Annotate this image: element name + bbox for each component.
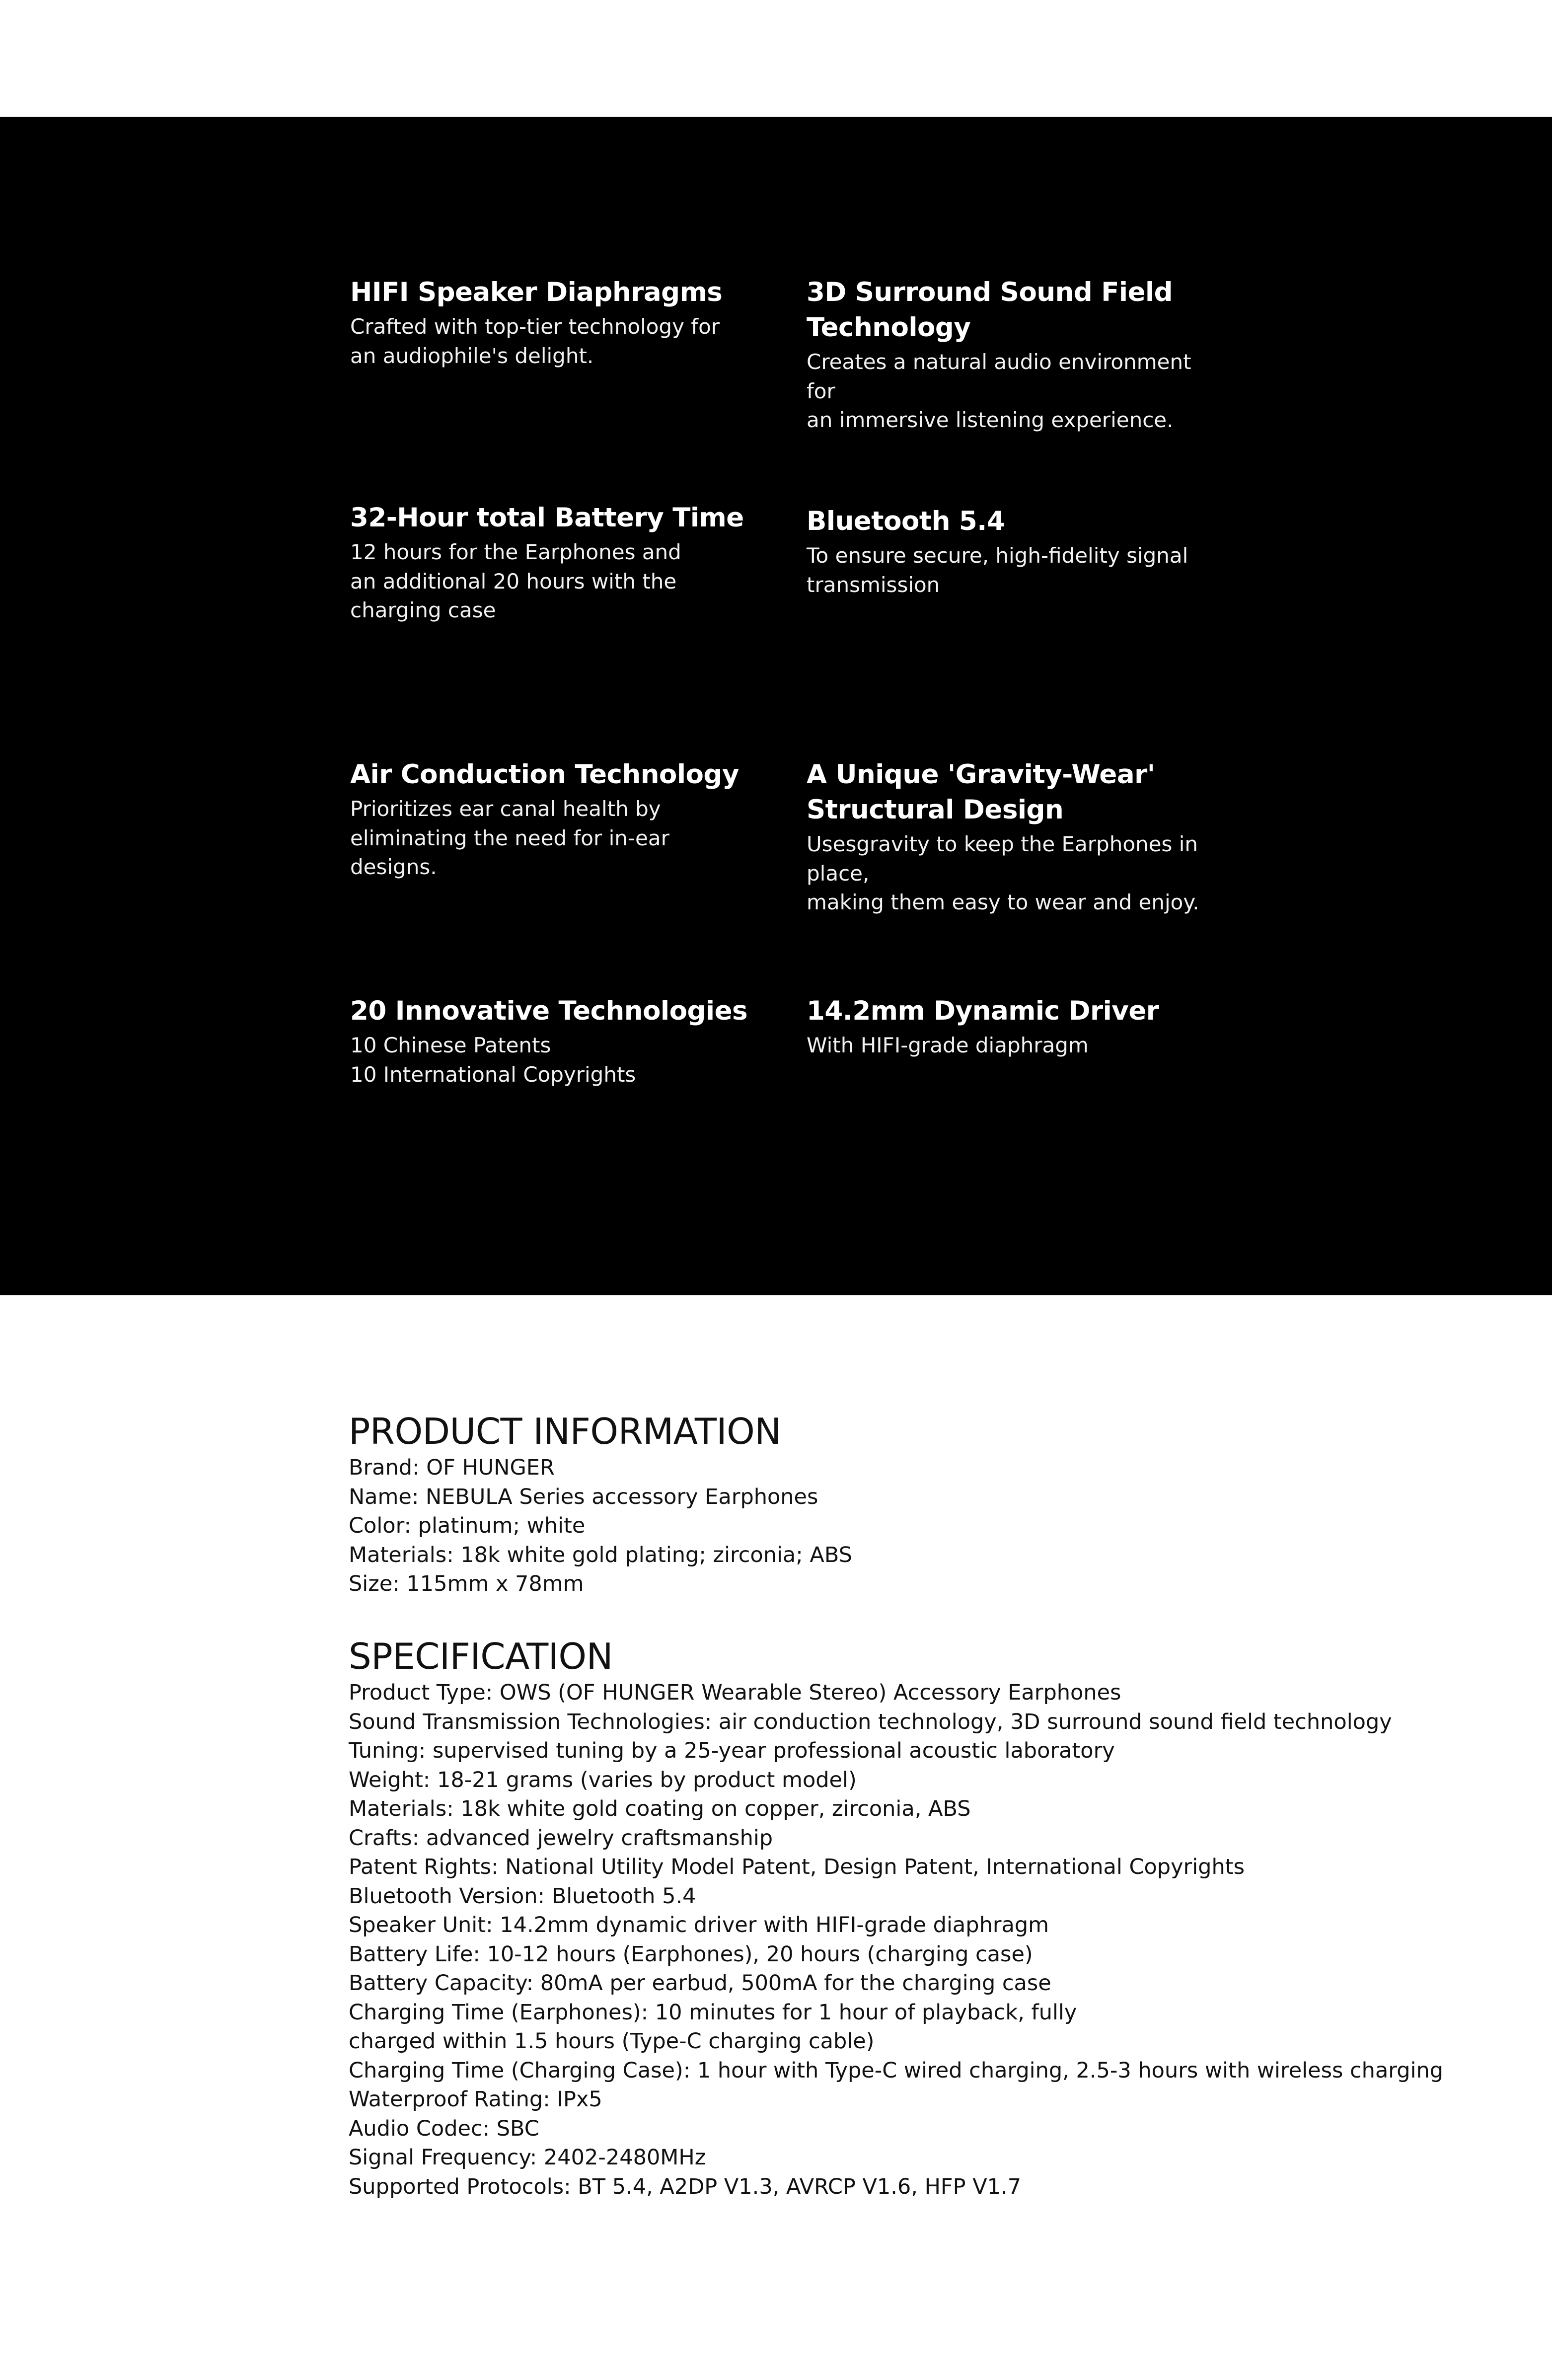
product-information-list [349,1453,1531,1599]
spec-line: Materials: 18k white gold coating on copper, zirconia, ABS [349,1796,971,1821]
feature-title: 3D Surround Sound Field Technology [807,277,1173,343]
feature-description: 12 hours for the Earphones and an additional 20 hours with the charging case [350,540,681,622]
feature-title: HIFI Speaker Diaphragms [350,277,723,307]
spec-line: Battery Capacity: 80mA per earbud, 500mA for the charging case [349,1971,1051,1996]
spec-line: Battery Life: 10-12 hours (Earphones), 20 hours (charging case) [349,1941,1033,1967]
feature-description: Creates a natural audio environment for an immersive listening experience. [807,350,1191,432]
feature-description: To ensure secure, high-fidelity signal transmission [807,543,1188,597]
spec-line: Speaker Unit: 14.2mm dynamic driver with HIFI-grade diaphragm [349,1913,1049,1937]
spec-line: Tuning: supervised tuning by a 25-year professional acoustic laboratory [349,1738,1115,1763]
product-info-line: Name: NEBULA Series accessory Earphones [349,1484,818,1509]
feature-title: 20 Innovative Technologies [350,996,748,1026]
feature-title: Bluetooth 5.4 [807,506,1005,536]
spec-line: Supported Protocols: BT 5.4, A2DP V1.3, AVRCP V1.6, HFP V1.7 [349,2174,1022,2199]
feature-dynamic-driver [807,993,1209,1060]
spec-line: Charging Time (Earphones): 10 minutes for 1 hour of playback, fully charged within 1.5 hours (Type-C charging cable) [349,2000,1077,2054]
feature-title: 32-Hour total Battery Time [350,503,744,533]
feature-description: Prioritizes ear canal health by eliminating the need for in-ear designs. [350,797,669,879]
feature-bluetooth [807,504,1209,599]
feature-title: 14.2mm Dynamic Driver [807,996,1159,1026]
spec-line: Patent Rights: National Utility Model Patent, Design Patent, International Copyrights [349,1855,1245,1879]
product-info-line: Materials: 18k white gold plating; zirconia; ABS [349,1542,852,1567]
spec-line: Bluetooth Version: Bluetooth 5.4 [349,1883,696,1909]
specification-heading: SPECIFICATION [349,1636,613,1677]
spec-line: Crafts: advanced jewelry craftsmanship [349,1825,773,1851]
product-info-line: Brand: OF HUNGER [349,1455,555,1480]
spec-line: Waterproof Rating: IPx5 [349,2087,602,2112]
spec-line: Audio Codec: SBC [349,2116,539,2141]
feature-hifi-diaphragms [350,275,752,371]
product-info-line: Size: 115mm x 78mm [349,1571,584,1596]
spec-line: Weight: 18-21 grams (varies by product model) [349,1767,857,1792]
specification-section [349,1635,1531,2201]
spec-line: Product Type: OWS (OF HUNGER Wearable Stereo) Accessory Earphones [349,1680,1121,1705]
feature-description: With HIFI-grade diaphragm [807,1033,1089,1057]
product-info-line: Color: platinum; white [349,1513,586,1538]
spec-line: Charging Time (Charging Case): 1 hour with Type-C wired charging, 2.5-3 hours with wireless charging [349,2058,1444,2083]
product-information-heading: PRODUCT INFORMATION [349,1411,781,1452]
feature-innovative-technologies [350,993,752,1089]
specification-list [349,1678,1531,2201]
feature-description: Usesgravity to keep the Earphones in place, making them easy to wear and enjoy. [807,832,1199,914]
feature-title: A Unique 'Gravity-Wear' Structural Design [807,759,1155,825]
feature-battery-time [350,500,752,625]
features-section [0,117,1552,1295]
spec-line: Signal Frequency: 2402-2480MHz [349,2145,706,2170]
feature-description: 10 Chinese Patents 10 International Copyrights [350,1033,636,1087]
feature-3d-surround [807,275,1209,435]
spec-line: Sound Transmission Technologies: air conduction technology, 3D surround sound field technology [349,1709,1392,1734]
feature-description: Crafted with top-tier technology for an audiophile's delight. [350,314,720,368]
product-information-section [349,1410,1531,1599]
feature-gravity-wear [807,757,1209,917]
feature-title: Air Conduction Technology [350,759,739,790]
feature-air-conduction [350,757,752,882]
